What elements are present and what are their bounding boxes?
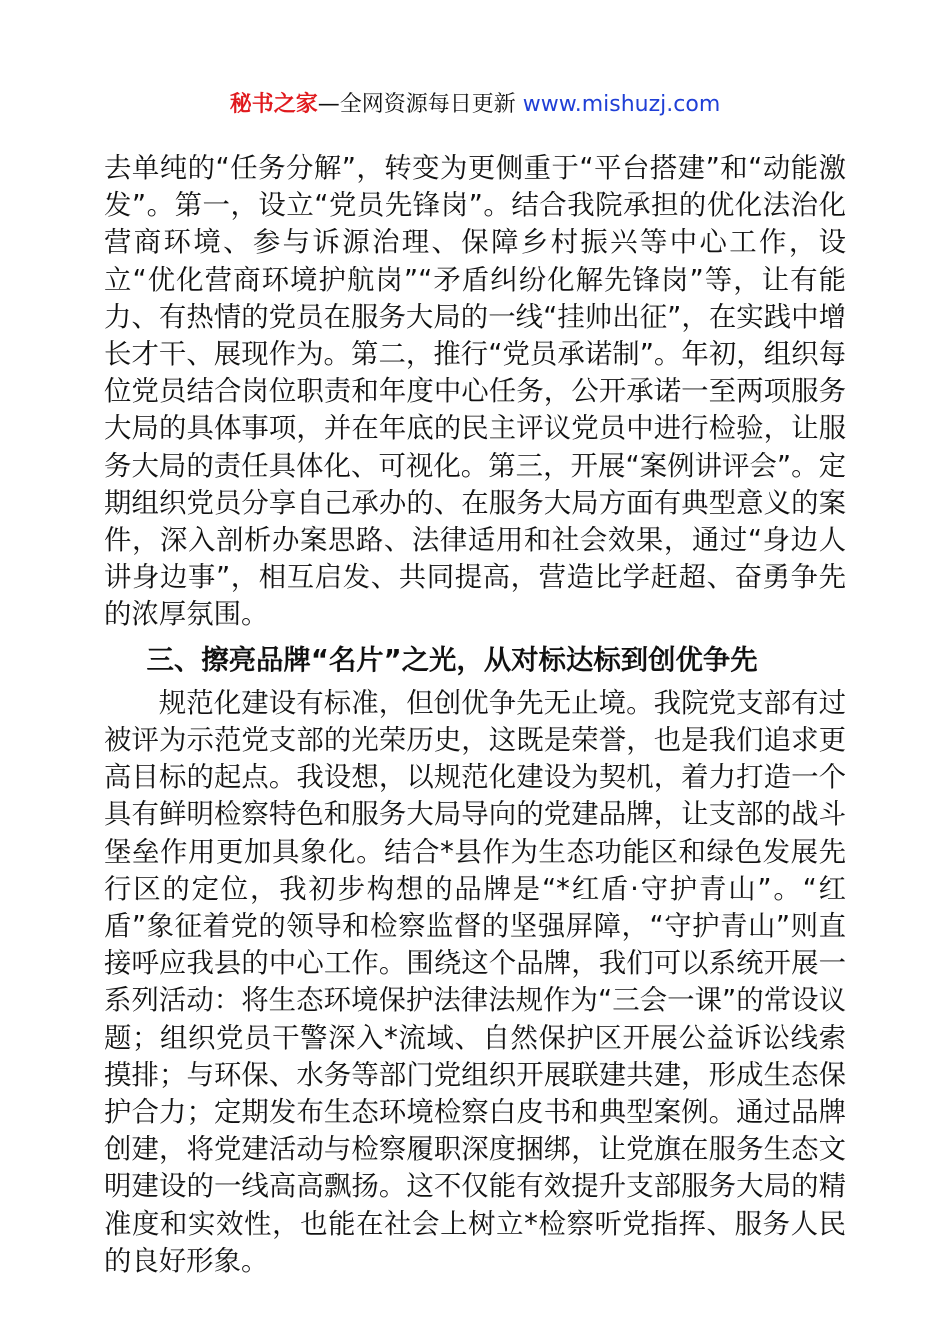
document-body xyxy=(104,150,846,1280)
header-tagline: —全网资源每日更新 xyxy=(317,92,516,117)
site-url: www.mishuzj.com xyxy=(522,92,721,117)
brand-name: 秘书之家 xyxy=(229,92,318,117)
section-heading: 三、擦亮品牌“名片”之光，从对标达标到创优争先 xyxy=(146,644,758,676)
site-header xyxy=(0,90,950,120)
paragraph-section-3: 规范化建设有标准，但创优争先无止境。我院党支部有过被评为示范党支部的光荣历史，这既是荣誉，也是我们追求更高目标的起点。我设想，以规范化建设为契机，着力打造一个具有鲜明检察特色和服务大局导向的党建品牌，让支部的战斗堡垒作用更加具象化。结合*县作为生态功能区和绿色发展先行区的定位，我初步构想的品牌是“*红盾·守护青山”。“红盾”象征着党的领导和检察监督的坚强屏障，“守护青山”则直接呼应我县的中心工作。围绕这个品牌，我们可以系统开展一系列活动：将生态环境保护法律法规作为“三会一课”的常设议题；组织党员干警深入*流域、自然保护区开展公益诉讼线索摸排；与环保、水务等部门党组织开展联建共建，形成生态保护合力；定期发布生态环境检察白皮书和典型案例。通过品牌创建，将党建活动与检察履职深度捆绑，让党旗在服务生态文明建设的一线高高飘扬。这不仅能有效提升支部服务大局的精准度和实效性，也能在社会上树立*检察听党指挥、服务人民的良好形象。 xyxy=(104,687,846,1277)
paragraph-continued: 去单纯的“任务分解”，转变为更侧重于“平台搭建”和“动能激发”。第一，设立“党员先锋岗”。结合我院承担的优化法治化营商环境、参与诉源治理、保障乡村振兴等中心工作，设立“优化营商环境护航岗”“矛盾纠纷化解先锋岗”等，让有能力、有热情的党员在服务大局的一线“挂帅出征”，在实践中增长才干、展现作为。第二，推行“党员承诺制”。年初，组织每位党员结合岗位职责和年度中心任务，公开承诺一至两项服务大局的具体事项，并在年底的民主评议党员中进行检验，让服务大局的责任具体化、可视化。第三，开展“案例讲评会”。定期组织党员分享自己承办的、在服务大局方面有典型意义的案件，深入剖析办案思路、法律适用和社会效果，通过“身边人讲身边事”，相互启发、共同提高，营造比学赶超、奋勇争先的浓厚氛围。 xyxy=(104,153,846,631)
